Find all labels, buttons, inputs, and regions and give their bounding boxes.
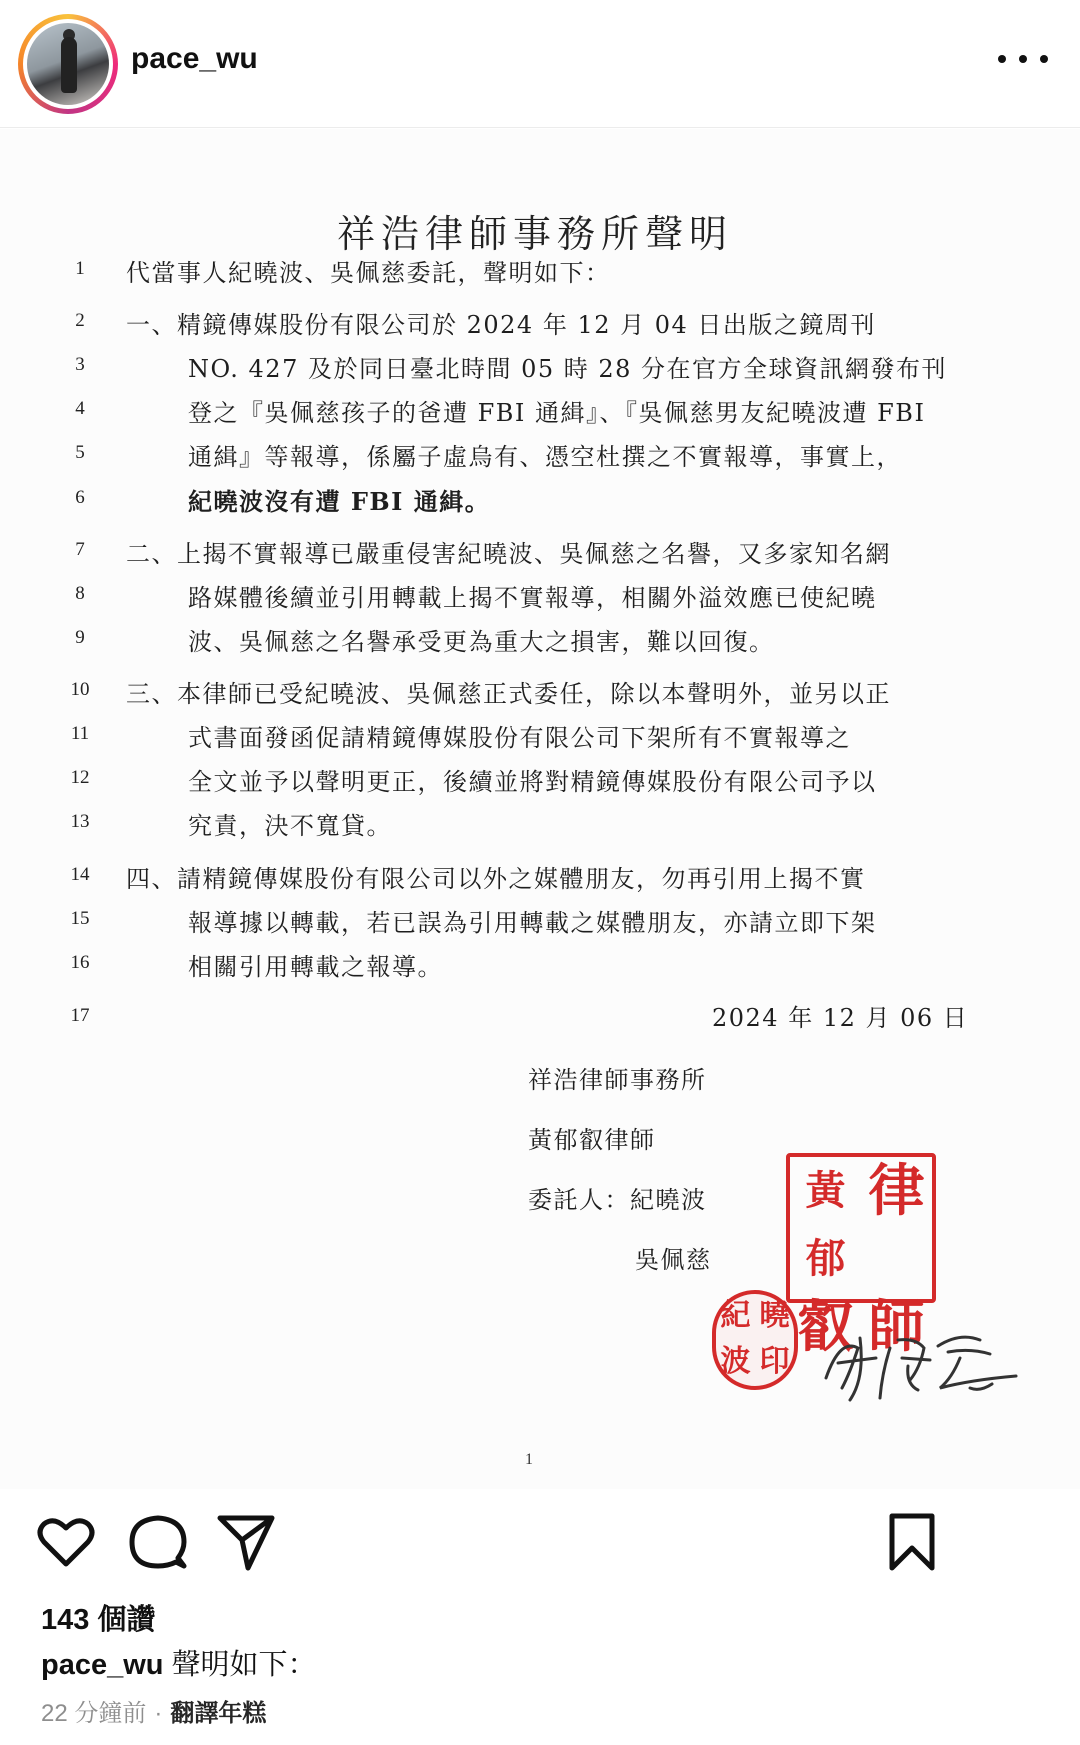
post-actions-bar <box>0 1490 1080 1600</box>
avatar-figure-body <box>61 37 77 93</box>
document-line: 四、請精鏡傳媒股份有限公司以外之媒體朋友，勿再引用上揭不實 <box>126 865 866 893</box>
line-number: 13 <box>70 811 90 832</box>
avatar-border <box>23 19 113 109</box>
document-line: 紀曉波沒有遭 FBI 通緝。 <box>188 487 491 516</box>
line-number: 15 <box>70 908 90 929</box>
line-number: 6 <box>75 487 85 508</box>
line-number: 14 <box>70 864 90 885</box>
lawyer-seal-stamp <box>786 1153 936 1360</box>
username[interactable]: pace_wu <box>131 42 258 75</box>
document-line: 究責，決不寬貸。 <box>188 812 392 840</box>
document-line: 代當事人紀曉波、吳佩慈委託，聲明如下： <box>126 259 611 287</box>
line-number: 1 <box>75 258 85 279</box>
document-line: 式書面發函促請精鏡傳媒股份有限公司下架所有不實報導之 <box>188 724 851 752</box>
line-number: 17 <box>70 1005 90 1026</box>
lawyer-name: 黃郁叡律師 <box>528 1126 656 1154</box>
post-time: 22 分鐘前 <box>41 1700 147 1727</box>
document-line: NO. 427 及於同日臺北時間 05 時 28 分在官方全球資訊網發布刊 <box>188 355 948 383</box>
caption <box>41 1642 317 1683</box>
post-meta <box>41 1693 266 1728</box>
line-number: 3 <box>75 354 85 375</box>
document-line: 報導據以轉載，若已誤為引用轉載之媒體朋友，亦請立即下架 <box>188 909 877 937</box>
line-number: 9 <box>75 627 85 648</box>
client-name-2: 吳佩慈 <box>635 1246 712 1274</box>
line-number: 4 <box>75 398 85 419</box>
avatar[interactable] <box>18 14 118 114</box>
separator: · <box>154 1700 163 1727</box>
more-options-icon[interactable] <box>998 44 1048 74</box>
line-number: 10 <box>70 679 90 700</box>
line-number: 5 <box>75 442 85 463</box>
document-line: 波、吳佩慈之名譽承受更為重大之損害，難以回復。 <box>188 628 775 656</box>
caption-username[interactable]: pace_wu <box>41 1649 164 1681</box>
client-label: 委託人：紀曉波 <box>528 1186 707 1214</box>
dot <box>998 55 1006 63</box>
page-number: 1 <box>525 1451 533 1468</box>
line-number: 8 <box>75 583 85 604</box>
document-date: 2024 年 12 月 06 日 <box>712 1004 969 1032</box>
document-line: 通緝』等報導，係屬子虛烏有、憑空杜撰之不實報導，事實上， <box>188 443 902 471</box>
comment-icon[interactable] <box>126 1510 190 1574</box>
dot <box>1019 55 1027 63</box>
translate-link[interactable]: 翻譯年糕 <box>170 1700 267 1727</box>
line-number: 11 <box>70 723 90 744</box>
bookmark-icon[interactable] <box>880 1510 944 1574</box>
line-number: 2 <box>75 310 85 331</box>
seal-char: 紀 <box>720 1298 751 1333</box>
post-header <box>0 0 1080 128</box>
client-seal-stamp <box>712 1290 798 1390</box>
seal-char: 師 <box>868 1294 925 1360</box>
seal-char: 印 <box>759 1344 790 1379</box>
document-line: 三、本律師已受紀曉波、吳佩慈正式委任，除以本聲明外，並另以正 <box>126 680 891 708</box>
line-number: 16 <box>70 952 90 973</box>
heart-icon[interactable] <box>34 1510 98 1574</box>
seal-char: 曉 <box>759 1298 790 1333</box>
handwritten-signature <box>820 1318 1020 1408</box>
document-line: 一、精鏡傳媒股份有限公司於 2024 年 12 月 04 日出版之鏡周刊 <box>126 311 876 339</box>
document-line: 路媒體後續並引用轉載上揭不實報導，相關外溢效應已使紀曉 <box>188 584 877 612</box>
law-firm-name: 祥浩律師事務所 <box>528 1066 707 1094</box>
document-line: 全文並予以聲明更正，後續並將對精鏡傳媒股份有限公司予以 <box>188 768 877 796</box>
avatar-photo <box>27 23 109 105</box>
like-count[interactable]: 143 個讚 <box>41 1604 156 1636</box>
seal-char: 波 <box>720 1344 751 1379</box>
caption-text: 聲明如下： <box>171 1649 317 1681</box>
line-number: 7 <box>75 539 85 560</box>
dot <box>1040 55 1048 63</box>
seal-char: 叡 <box>797 1294 854 1360</box>
seal-char: 黃郁 <box>805 1167 846 1282</box>
document-line: 二、上揭不實報導已嚴重侵害紀曉波、吳佩慈之名譽，又多家知名網 <box>126 540 891 568</box>
document-title: 祥浩律師事務所聲明 <box>336 212 733 256</box>
seal-char: 律 <box>868 1158 925 1224</box>
document-line: 相關引用轉載之報導。 <box>188 953 443 981</box>
document-line: 登之『吳佩慈孩子的爸遭 FBI 通緝』、『吳佩慈男友紀曉波遭 FBI <box>188 399 926 427</box>
send-icon[interactable] <box>214 1510 278 1574</box>
line-number: 12 <box>70 767 90 788</box>
